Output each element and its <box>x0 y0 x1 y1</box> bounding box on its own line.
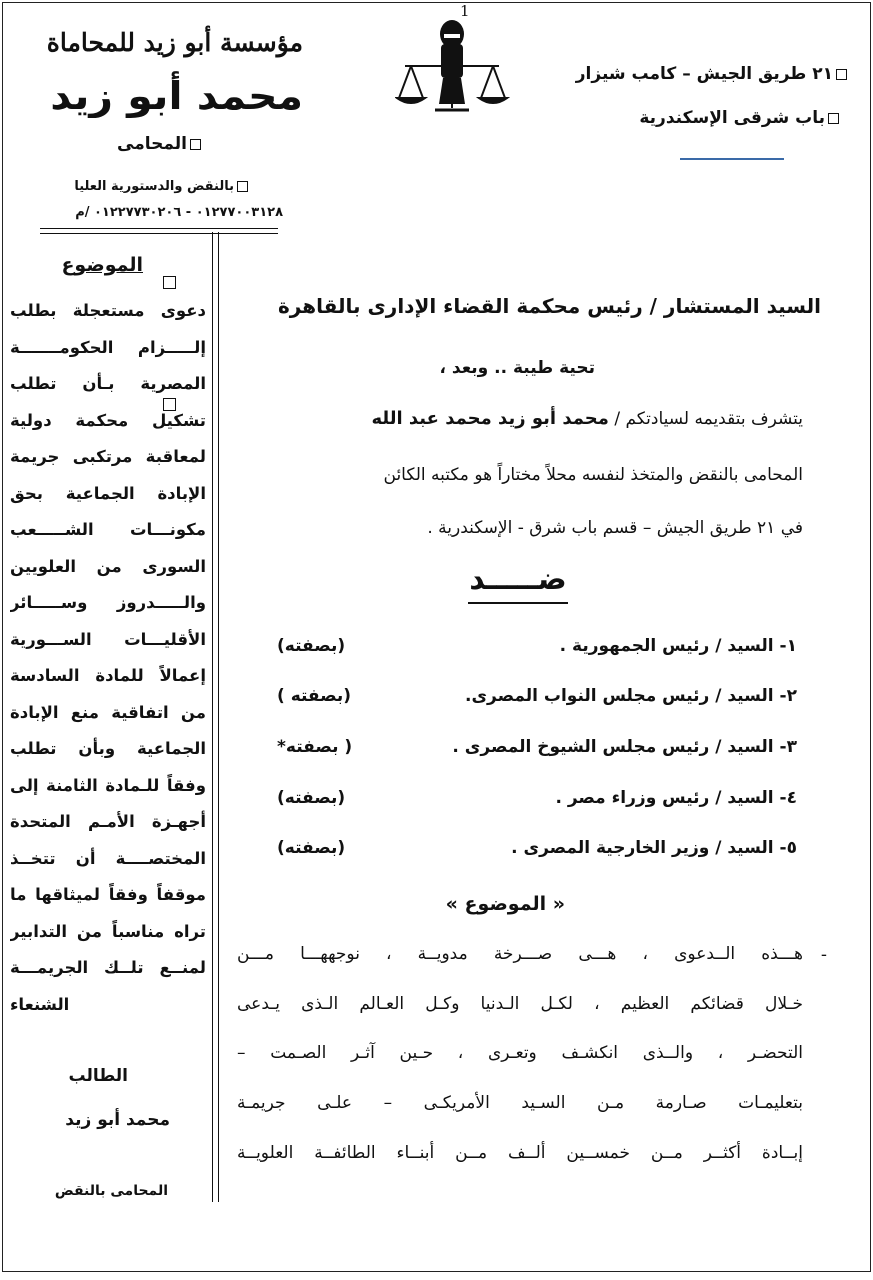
signature-title: المحامى بالنقض <box>54 1183 168 1199</box>
respondent-capacity: (بصفته ) <box>277 686 352 706</box>
address-underline <box>680 158 784 160</box>
respondent-name: ٢- السيد / رئيس مجلس النواب المصرى. <box>464 686 797 706</box>
checkbox-icon <box>163 276 176 289</box>
sidebar-line: الإبادة الجماعية بحق <box>10 483 206 503</box>
greeting: تحية طيبة .. وبعد ، <box>439 358 595 378</box>
addressee: السيد المستشار / رئيس محكمة القضاء الإدارى بالقاهرة <box>277 294 821 318</box>
subject-heading: « الموضوع » <box>445 893 565 915</box>
sidebar-line: أجهـزة الأمـم المتحدة <box>10 812 206 831</box>
respondent-name: ٥- السيد / وزير الخارجية المصرى . <box>511 838 797 858</box>
firm-name: مؤسسة أبو زيد للمحاماة <box>46 28 303 57</box>
respondent-capacity: ( بصفته* <box>277 737 353 757</box>
sidebar-line: تراه مناسباً من التدابير <box>10 921 206 941</box>
sidebar-line: دعوى مستعجلة بطلب <box>10 301 206 320</box>
body-line: بتعليمـات صـارمة مـن السـيد الأمريكـى – علـى جريمـة <box>237 1093 803 1113</box>
sidebar-line: المصرية بـأن تطلب <box>10 374 206 393</box>
checkbox-icon <box>163 398 176 411</box>
sidebar-line: تشكيل محكمة دولية <box>10 410 206 430</box>
respondent-capacity: (بصفته) <box>277 788 346 808</box>
scales-of-justice-icon <box>395 4 510 116</box>
checkbox-icon <box>190 139 201 150</box>
address-line-2: باب شرقى الإسكندرية <box>639 108 839 128</box>
sidebar-line: لمعاقبة مرتكبى جريمة <box>10 447 206 466</box>
sidebar-line: الشنعاء <box>10 994 70 1014</box>
phone-numbers: م/ ٠١٢٢٧٧٣٠٢٠٦ - ٠١٢٧٧٠٠٣١٢٨ <box>75 205 283 220</box>
sidebar-line: إلـــــزام الحكومـــــــة <box>10 337 206 357</box>
sidebar-summary <box>10 296 206 1026</box>
respondent-capacity: (بصفته) <box>277 838 346 858</box>
signature-name: محمد أبو زيد <box>65 1110 170 1130</box>
checkbox-icon <box>237 181 248 192</box>
sidebar-line: من اتفاقية منع الإبادة <box>10 702 206 722</box>
body-line: هـــذه الــدعوى ، هـــى صـــرخة مدويــة ، نوجههـــا مـــن <box>237 944 803 964</box>
lawyer-name: محمد أبو زيد <box>50 74 303 118</box>
sidebar-line: الأقليـــات الســـورية <box>10 629 206 649</box>
against-heading: ضـــــد <box>469 562 567 597</box>
sidebar-divider <box>218 232 219 1202</box>
respondent-name: ١- السيد / رئيس الجمهورية . <box>559 636 797 656</box>
header-divider <box>40 233 278 234</box>
bullet-dash: - <box>820 945 827 965</box>
header-divider <box>40 228 278 229</box>
body-line: خـلال قضائكم العظيم ، لكـل الـدنيا وكـل العـالم الـذى يـدعى <box>237 994 803 1014</box>
sidebar-line: لمنــع تلــك الجريمـــة <box>10 958 206 977</box>
sidebar-line: إعمالاً للمادة السادسة <box>10 666 206 685</box>
respondent-name: ٣- السيد / رئيس مجلس الشيوخ المصرى . <box>452 737 797 757</box>
respondent-name: ٤- السيد / رئيس وزراء مصر . <box>555 788 797 808</box>
sidebar-line: مكونـــات الشـــــعب <box>10 520 206 539</box>
sidebar-line: موقفاً وفقاً لميثاقها ما <box>10 885 206 904</box>
checkbox-icon <box>828 113 839 124</box>
against-underline <box>468 602 568 604</box>
intro-line-2: المحامى بالنقض والمتخذ لنفسه محلاً مختاراً هو مكتبه الكائن <box>383 465 803 485</box>
intro-line-3: في ٢١ طريق الجيش – قسم باب شرق - الإسكندرية . <box>427 518 803 538</box>
sidebar-line: وفقاً للـمادة الثامنة إلى <box>10 775 206 795</box>
signature-label: الطالب <box>68 1066 128 1086</box>
sidebar-title: الموضوع <box>61 254 143 276</box>
lawyer-title: المحامى <box>117 134 201 154</box>
sidebar-line: الجماعية وبأن تطلب <box>10 739 206 758</box>
page-number: 1 <box>460 2 470 20</box>
sidebar-line: السورى من العلويين <box>10 556 206 576</box>
body-line: التحضـر ، والــذى انكشـف وتعـرى ، حـين آثـر الصـمت – <box>237 1043 803 1063</box>
respondent-capacity: (بصفته) <box>277 636 346 656</box>
body-line: إبــادة أكثــر مــن خمســين ألــف مــن أبنــاء الطائفــة العلويــة <box>237 1143 803 1163</box>
sidebar-line: والـــــدروز وســـــائر <box>10 593 206 612</box>
checkbox-icon <box>836 69 847 80</box>
sidebar-line: المختصــــة أن تتخــذ <box>10 848 206 868</box>
court-level: بالنقض والدستورية العليا <box>74 179 248 194</box>
intro-line-1: يتشرف بتقديمه لسيادتكم / محمد أبو زيد محمد عبد الله <box>371 408 803 429</box>
sidebar-divider <box>212 232 213 1202</box>
address-line-1: ٢١ طريق الجيش – كامب شيزار <box>576 64 847 84</box>
petitioner-name: محمد أبو زيد محمد عبد الله <box>371 408 609 429</box>
